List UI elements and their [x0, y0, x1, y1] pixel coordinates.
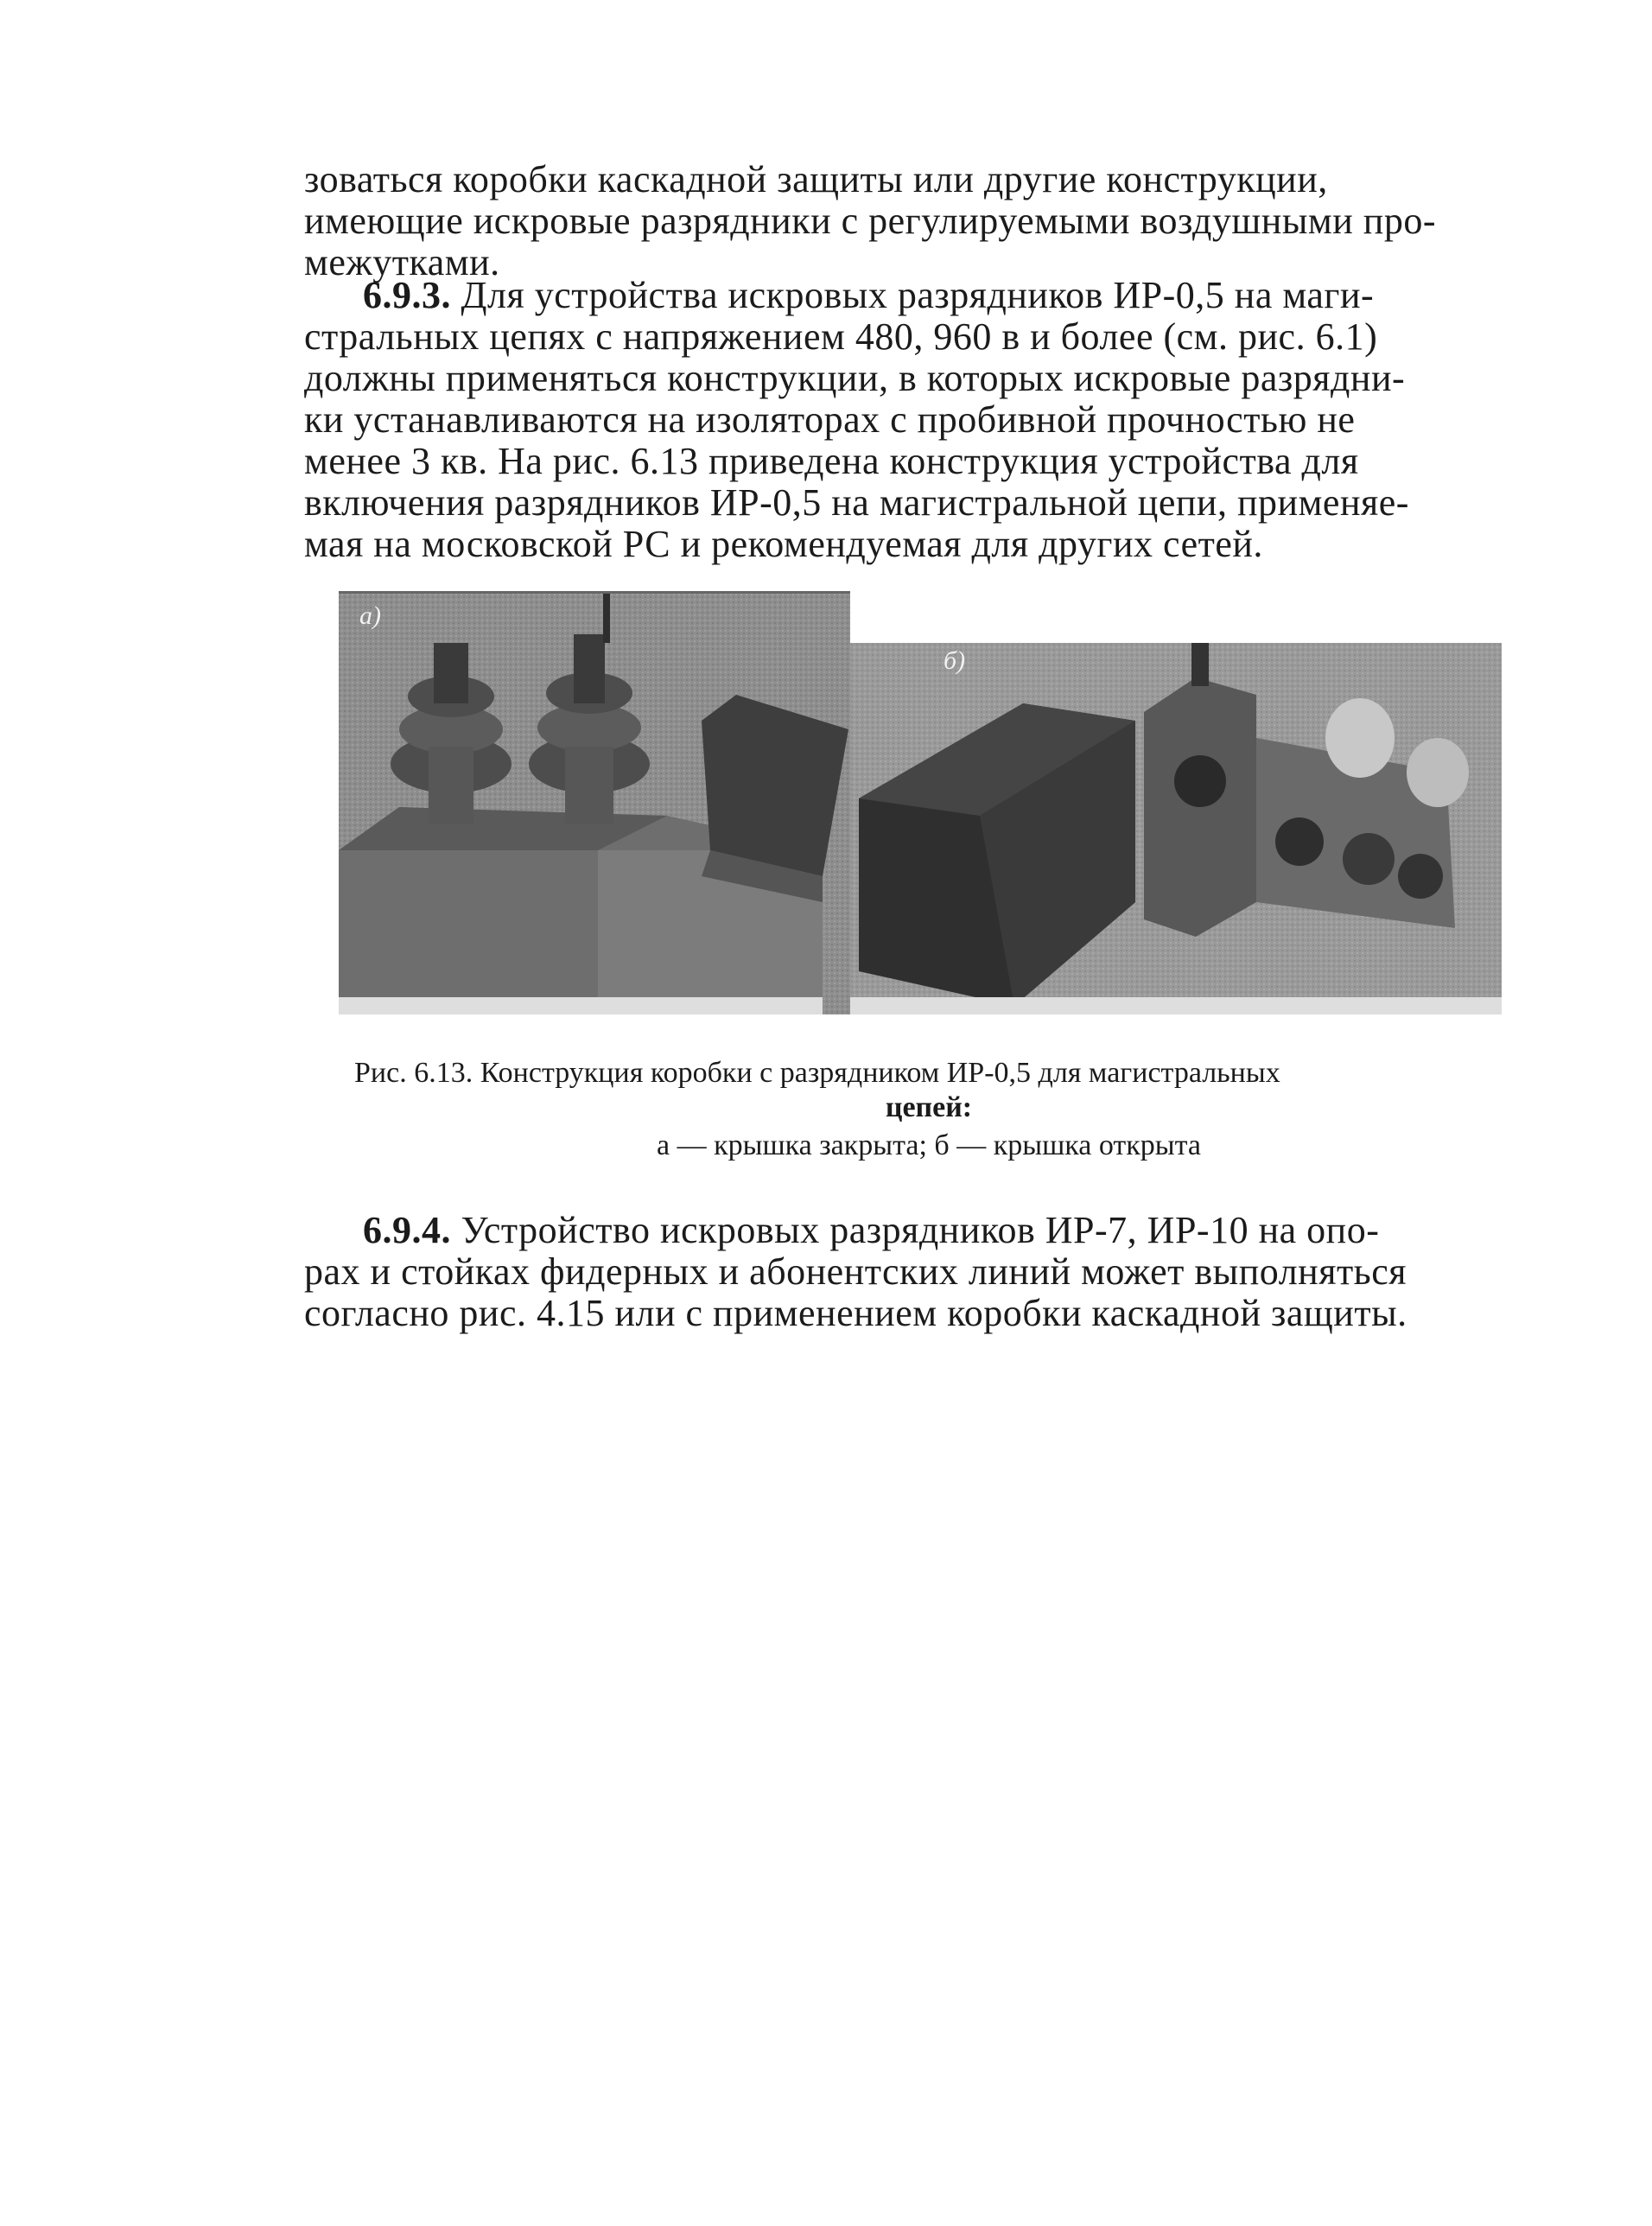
paragraph-6-9-4: [304, 1210, 1503, 1334]
figure-6-13: [339, 591, 1502, 1023]
text-line: менее 3 кв. На рис. 6.13 приведена конструкция устройства для: [304, 440, 1359, 482]
photo-box-closed: [339, 591, 850, 1014]
text-line: 6.9.3. Для устройства искровых разрядников ИР-0,5 на маги-: [363, 274, 1375, 316]
paragraph-continued: [304, 159, 1503, 283]
text-line: рах и стойках фидерных и абонентских линий может выполняться: [304, 1250, 1407, 1293]
text-line: включения разрядников ИР-0,5 на магистральной цепи, применяе-: [304, 481, 1409, 524]
text-line: должны применяться конструкции, в которых искровые разрядни-: [304, 357, 1406, 399]
text-line: межутками.: [304, 241, 500, 283]
figure-caption: Рис. 6.13. Конструкция коробки с разрядником ИР-0,5 для магистральных: [354, 1057, 1280, 1089]
text-line: имеющие искровые разрядники с регулируемыми воздушными про-: [304, 200, 1436, 242]
section-number: 6.9.4.: [363, 1209, 451, 1251]
text-line: ки устанавливаются на изоляторах с пробивной прочностью не: [304, 398, 1356, 441]
photo-box-open: [850, 643, 1502, 1014]
text-line: 6.9.4. Устройство искровых разрядников ИР-7, ИР-10 на опо-: [363, 1209, 1380, 1251]
figure-caption-cont: цепей:: [885, 1091, 973, 1123]
figure-caption-legend: а — крышка закрыта; б — крышка открыта: [657, 1129, 1201, 1161]
text-line: мая на московской РС и рекомендуемая для других сетей.: [304, 523, 1263, 565]
section-number: 6.9.3.: [363, 274, 451, 316]
figure-label-b: б): [944, 646, 966, 675]
text-line: зоваться коробки каскадной защиты или другие конструкции,: [304, 158, 1328, 200]
text-line: согласно рис. 4.15 или с применением коробки каскадной защиты.: [304, 1292, 1407, 1334]
text-line: стральных цепях с напряжением 480, 960 в и более (см. рис. 6.1): [304, 315, 1378, 358]
figure-label-a: а): [359, 601, 381, 630]
paragraph-6-9-3: [304, 275, 1503, 565]
